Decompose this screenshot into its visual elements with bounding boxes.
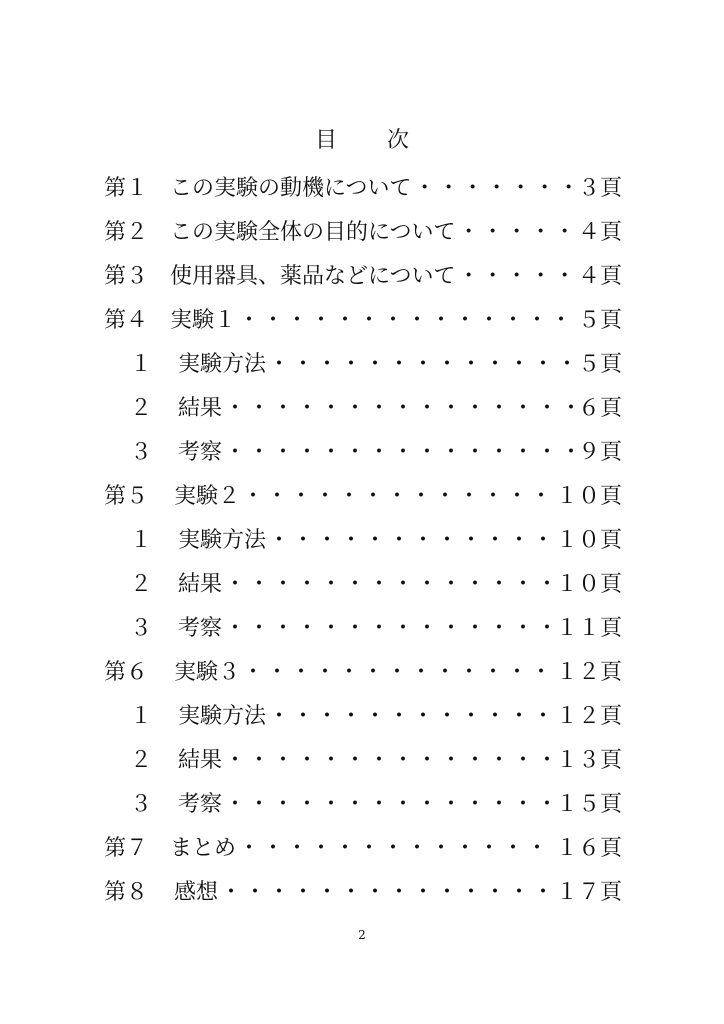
toc-label: まとめ — [170, 835, 237, 861]
toc-leader — [222, 743, 556, 774]
toc-number: １ — [130, 351, 153, 377]
toc-subentry — [104, 692, 622, 736]
toc-page: １３頁 — [555, 747, 622, 773]
toc-label: 考察 — [178, 439, 223, 465]
toc-number: ３ — [130, 791, 153, 817]
toc-leader — [266, 699, 556, 730]
toc-entry — [104, 824, 622, 868]
toc-label: 考察 — [178, 791, 223, 817]
toc-leader — [222, 391, 578, 422]
table-of-contents — [104, 164, 622, 912]
page-title — [0, 123, 724, 153]
toc-number: １ — [130, 703, 153, 729]
toc-label: 実験２ — [174, 483, 241, 509]
toc-number: 第１ — [104, 175, 149, 201]
toc-number: ２ — [130, 571, 153, 597]
toc-leader — [240, 479, 556, 510]
toc-label: 結果 — [178, 571, 223, 597]
toc-leader — [222, 435, 578, 466]
toc-page: ４頁 — [577, 263, 622, 289]
toc-subentry — [104, 340, 622, 384]
toc-leader — [236, 831, 556, 862]
toc-page: １０頁 — [555, 571, 622, 597]
toc-number: １ — [130, 527, 153, 553]
toc-label: この実験の動機について — [170, 175, 412, 201]
toc-page: ３頁 — [577, 175, 622, 201]
toc-label: 実験１ — [170, 307, 237, 333]
toc-number: 第６ — [104, 659, 149, 685]
title-left-char: 目 — [314, 127, 337, 153]
toc-leader — [222, 787, 556, 818]
toc-leader — [266, 347, 578, 378]
toc-number: ２ — [130, 395, 153, 421]
toc-leader — [412, 171, 578, 202]
toc-page: １６頁 — [555, 835, 622, 861]
toc-subentry — [104, 780, 622, 824]
toc-subentry — [104, 560, 622, 604]
toc-page: ５頁 — [577, 307, 622, 333]
toc-entry — [104, 208, 622, 252]
toc-label: 感想 — [174, 879, 219, 905]
toc-entry — [104, 296, 622, 340]
toc-entry — [104, 164, 622, 208]
toc-leader — [236, 303, 578, 334]
toc-number: ２ — [130, 747, 153, 773]
toc-page: ９頁 — [577, 439, 622, 465]
toc-number: 第５ — [104, 483, 149, 509]
toc-leader — [266, 523, 556, 554]
toc-label: 使用器具、薬品などについて — [170, 263, 456, 289]
toc-label: 実験３ — [174, 659, 241, 685]
toc-entry — [104, 868, 622, 912]
toc-page: １０頁 — [555, 527, 622, 553]
toc-number: 第４ — [104, 307, 149, 333]
toc-leader — [222, 611, 556, 642]
toc-page: ６頁 — [577, 395, 622, 421]
toc-label: 実験方法 — [178, 703, 267, 729]
toc-label: 実験方法 — [178, 527, 267, 553]
page-number: 2 — [358, 928, 366, 942]
toc-page: １１頁 — [555, 615, 622, 641]
toc-subentry — [104, 384, 622, 428]
toc-page: １２頁 — [555, 659, 622, 685]
toc-number: ３ — [130, 439, 153, 465]
toc-subentry — [104, 604, 622, 648]
toc-number: 第２ — [104, 219, 149, 245]
toc-entry — [104, 252, 622, 296]
title-right-char: 次 — [387, 127, 410, 153]
toc-page: １７頁 — [555, 879, 622, 905]
toc-page: １２頁 — [555, 703, 622, 729]
toc-subentry — [104, 516, 622, 560]
toc-label: この実験全体の目的について — [170, 219, 456, 245]
toc-label: 考察 — [178, 615, 223, 641]
toc-entry — [104, 648, 622, 692]
toc-subentry — [104, 428, 622, 472]
toc-label: 結果 — [178, 395, 223, 421]
toc-number: ３ — [130, 615, 153, 641]
toc-label: 結果 — [178, 747, 223, 773]
toc-number: 第８ — [104, 879, 149, 905]
toc-page: ４頁 — [577, 219, 622, 245]
toc-subentry — [104, 736, 622, 780]
toc-number: 第３ — [104, 263, 149, 289]
toc-leader — [456, 259, 578, 290]
toc-leader — [456, 215, 578, 246]
toc-leader — [222, 567, 556, 598]
toc-page: ５頁 — [577, 351, 622, 377]
toc-number: 第７ — [104, 835, 149, 861]
toc-entry — [104, 472, 622, 516]
toc-page: １０頁 — [555, 483, 622, 509]
toc-leader — [240, 655, 556, 686]
toc-page: １５頁 — [555, 791, 622, 817]
toc-leader — [218, 875, 556, 906]
toc-label: 実験方法 — [178, 351, 267, 377]
